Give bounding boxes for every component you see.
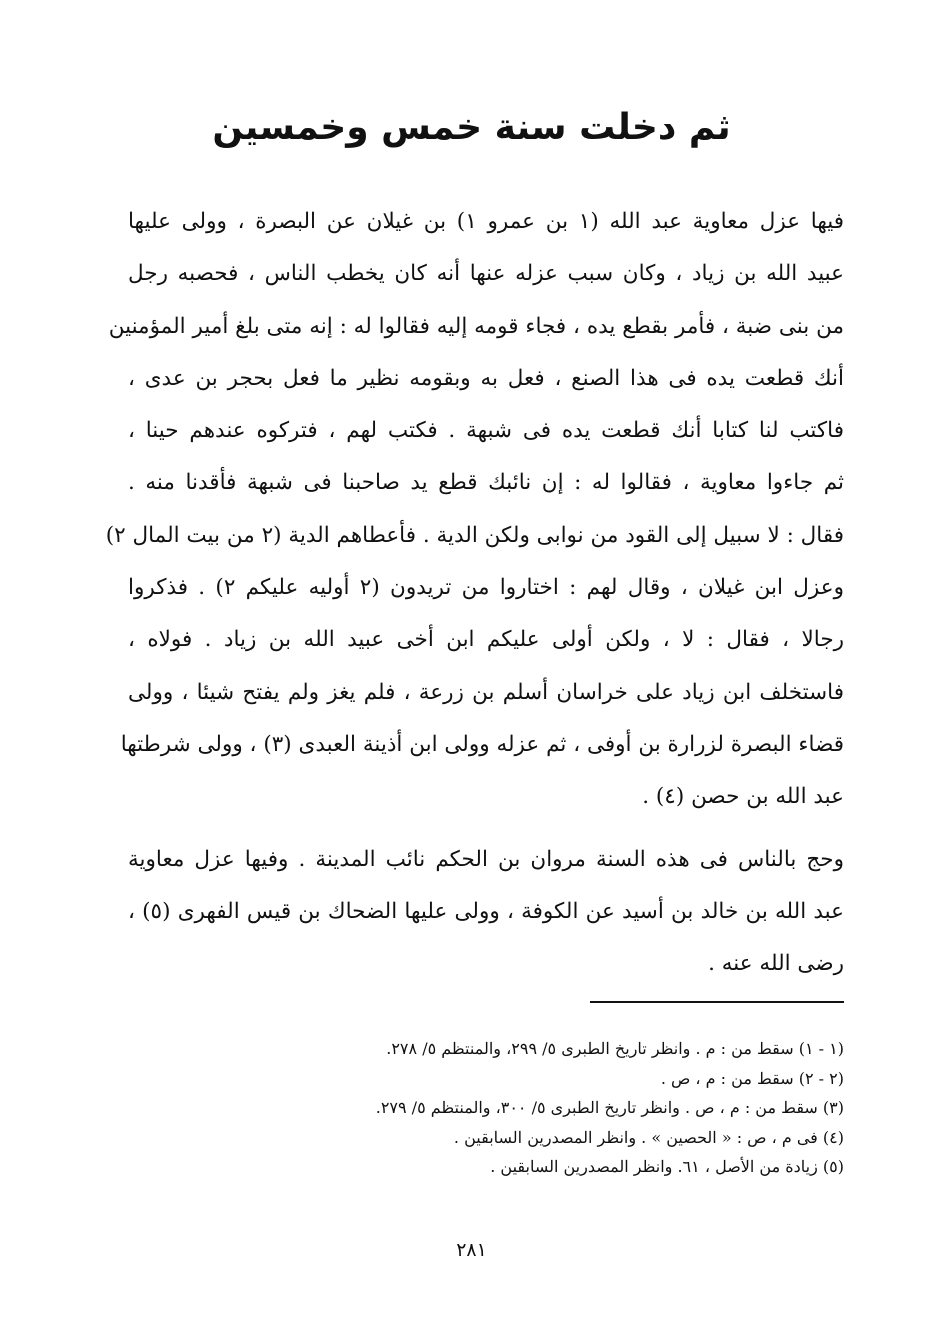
text-line: فيها عزل معاوية عبد الله (١ بن عمرو ١) بن غيلان عن البصرة ، وولى عليها	[128, 209, 845, 234]
footnotes	[200, 1034, 844, 1182]
footnote: (٢ - ٢) سقط من : م ، ص .	[660, 1068, 844, 1088]
text-line: عبيد الله بن زياد ، وكان سبب عزله عنها أنه كان يخطب الناس ، فحصبه رجل	[128, 261, 844, 287]
text-line: عبد الله بن حصن (٤) .	[642, 784, 844, 810]
footnote-divider	[590, 1001, 844, 1003]
paragraph	[128, 834, 844, 991]
footnote: (٣) سقط من : م ، ص . وانظر تاريخ الطبرى ٥/ ٣٠٠، والمنتظم ٥/ ٢٧٩.	[375, 1098, 844, 1117]
text-line: فقال : لا سبيل إلى القود من نوابى ولكن الدية . فأعطاهم الدية (٢ من بيت المال ٢)	[105, 522, 844, 548]
text-line: وعزل ابن غيلان ، وقال لهم : اختاروا من تريدون (٢ أوليه عليكم ٢) . فذكروا	[128, 575, 844, 601]
text-line: رضى الله عنه .	[708, 951, 844, 977]
footnote: (٤) فى م ، ص : « الحصين » . وانظر المصدرين السابقين .	[453, 1127, 844, 1147]
text-line: قضاء البصرة لزرارة بن أوفى ، ثم عزله وولى ابن أذينة العبدى (٣) ، وولى شرطتها	[120, 731, 844, 757]
chapter-title: ثم دخلت سنة خمس وخمسين	[212, 107, 731, 148]
text-line: فاكتب لنا كتابا أنك قطعت يده فى شبهة . فكتب لهم ، فتركوه عندهم حينا ،	[128, 418, 844, 444]
text-line: من بنى ضبة ، فأمر بقطع يده ، فجاء قومه إليه فقالوا له : إنه متى بلغ أمير المؤمنين	[108, 313, 844, 339]
body-text	[105, 196, 845, 990]
text-line: رجالا ، فقال : لا ، ولكن أولى عليكم ابن أخى عبيد الله بن زياد . فولاه ،	[128, 627, 844, 653]
text-line: عبد الله بن خالد بن أسيد عن الكوفة ، وولى عليها الضحاك بن قيس الفهرى (٥) ،	[128, 898, 844, 924]
text-line: أنك قطعت يده فى هذا الصنع ، فعل به وبقومه نظير ما فعل بحجر بن عدى ،	[128, 365, 844, 391]
footnote: (٥) زيادة من الأصل ، ٦١. وانظر المصدرين السابقين .	[490, 1157, 844, 1176]
text-line: فاستخلف ابن زياد على خراسان أسلم بن زرعة ، فلم يغز ولم يفتح شيئا ، وولى	[128, 679, 844, 705]
page-number: ٢٨١	[456, 1239, 487, 1261]
footnote: (١ - ١) سقط من : م . وانظر تاريخ الطبرى ٥/ ٢٩٩، والمنتظم ٥/ ٢٧٨.	[386, 1039, 844, 1058]
text-line: ثم جاءوا معاوية ، فقالوا له : إن نائبك قطع يد صاحبنا فى شبهة فأقدنا منه .	[128, 470, 844, 496]
paragraph	[105, 196, 845, 824]
text-line: وحج بالناس فى هذه السنة مروان بن الحكم نائب المدينة . وفيها عزل معاوية	[128, 846, 844, 872]
